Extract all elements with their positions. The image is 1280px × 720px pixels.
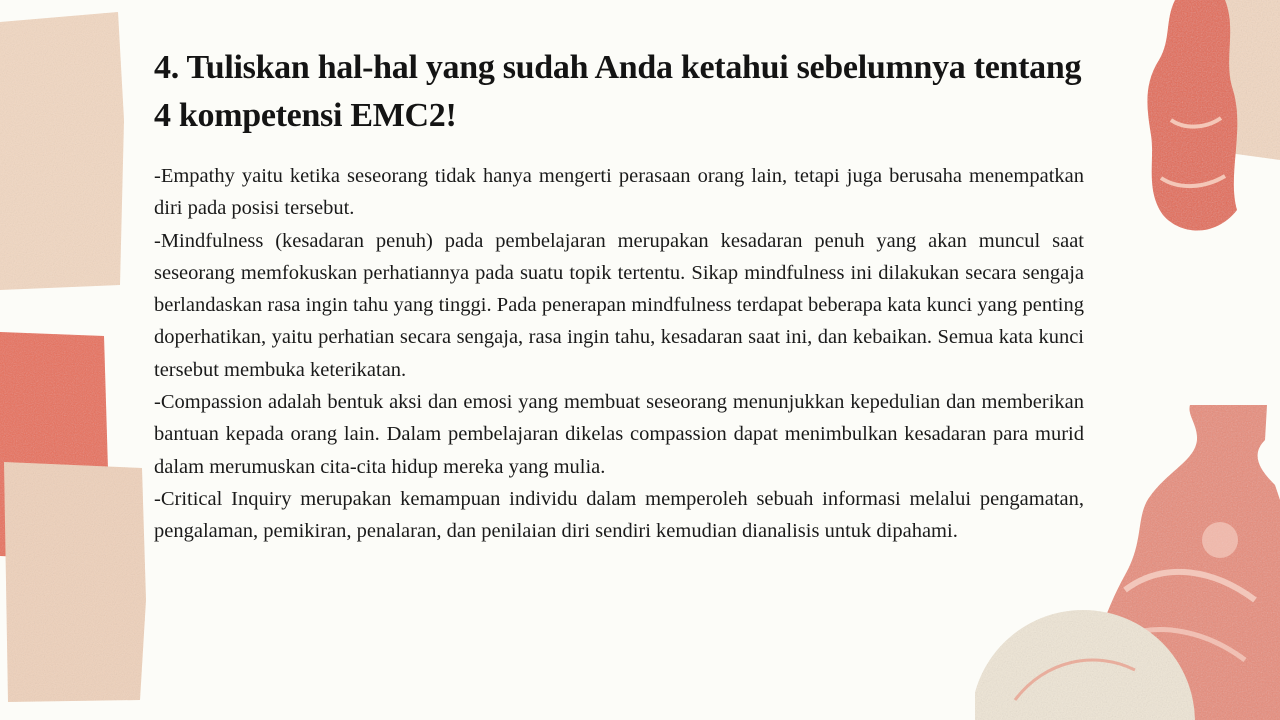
left-paper-decoration: [0, 0, 150, 720]
paragraph-compassion: -Compassion adalah bentuk aksi dan emosi yang membuat seseorang menunjukkan kepedulian dan memberikan bantuan kepada orang lain. Dalam pembelajaran dikelas compassion dapat menimbulkan kesadaran para murid dalam merumuskan cita-cita hidup mereka yang mulia.: [154, 391, 1084, 478]
orange-peel-shape: [1147, 0, 1237, 231]
slide-body: [154, 160, 1084, 548]
paragraph-critical-inquiry: -Critical Inquiry merupakan kemampuan individu dalam memperoleh sebuah informasi melalui pengamatan, pengalaman, pemikiran, penalaran, dan penilaian diri sendiri kemudian dianalisis untuk dipahami.: [154, 487, 1084, 543]
paragraph-empathy: -Empathy yaitu ketika seseorang tidak hanya mengerti perasaan orang lain, tetapi juga berusaha menempatkan diri pada posisi tersebut.: [154, 165, 1084, 220]
peach-paper-bottom: [4, 462, 146, 702]
slide-title: 4. Tuliskan hal-hal yang sudah Anda ketahui sebelumnya tentang 4 kompetensi EMC2!: [154, 49, 1082, 134]
peach-paper-top: [0, 12, 124, 290]
paragraph-mindfulness: -Mindfulness (kesadaran penuh) pada pembelajaran merupakan kesadaran penuh yang akan muncul saat seseorang memfokuskan perhatiannya pada suatu topik tertentu. Sikap mindfulness ini dilakukan secara sengaja berlandaskan rasa ingin tahu yang tinggi. Pada penerapan mindfulness terdapat beberapa kata kunci yang penting doperhatikan, yaitu perhatian secara sengaja, rasa ingin tahu, kesadaran saat ini, dan kebaikan. Semua kata kunci tersebut membuka keterikatan.: [154, 229, 1084, 381]
